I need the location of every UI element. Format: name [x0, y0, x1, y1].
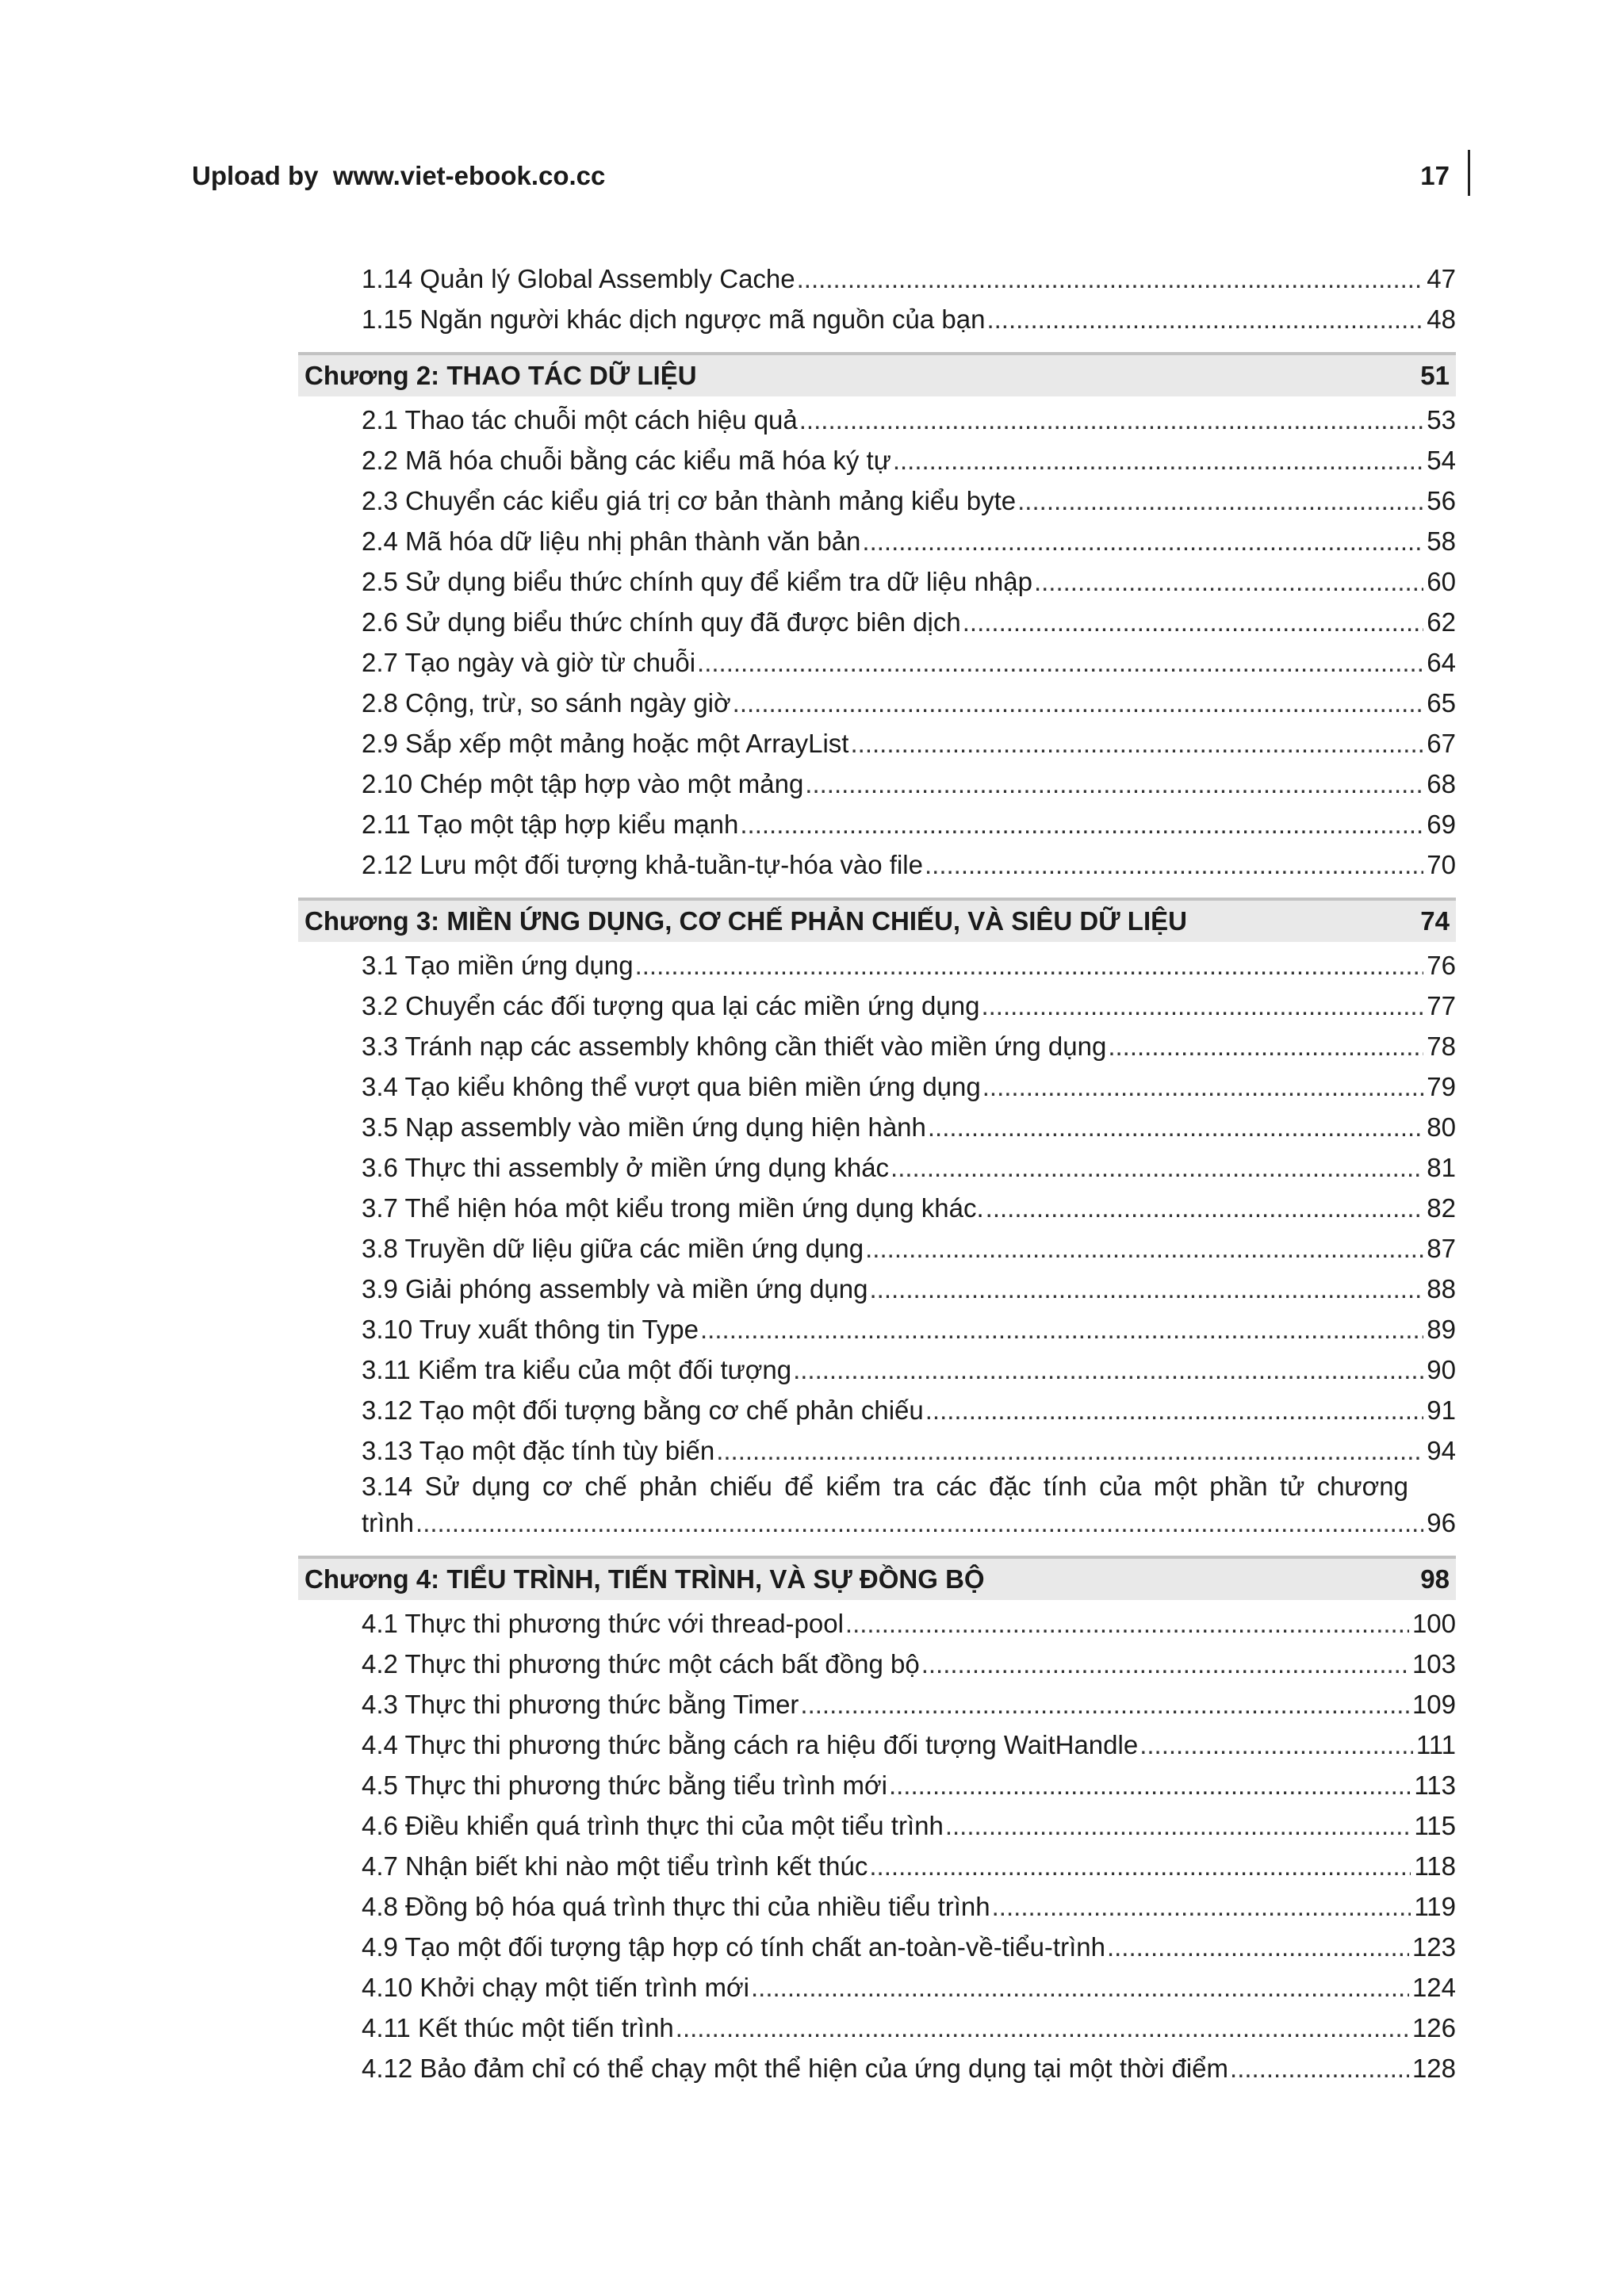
- entry-title: 4.2 Thực thi phương thức một cách bất đồng bộ: [362, 1649, 920, 1679]
- toc-entry[interactable]: [298, 1684, 1456, 1725]
- entry-title: 4.8 Đồng bộ hóa quá trình thực thi của nhiều tiểu trình: [362, 1892, 990, 1921]
- entry-title: 3.13 Tạo một đặc tính tùy biến: [362, 1436, 715, 1465]
- toc-entry[interactable]: [298, 1349, 1456, 1390]
- toc-entry[interactable]: [298, 1886, 1456, 1927]
- entry-page-number: 70: [1427, 850, 1456, 879]
- dot-leader: [945, 1805, 1411, 1846]
- dot-leader: [865, 1228, 1423, 1269]
- toc-entry[interactable]: [298, 258, 1456, 299]
- entry-page-number: 56: [1427, 486, 1456, 515]
- entry-title: 4.3 Thực thi phương thức bằng Timer: [362, 1690, 799, 1719]
- dot-leader: [992, 1886, 1411, 1927]
- dot-leader: [1017, 480, 1423, 521]
- page-header: [192, 159, 1450, 193]
- dot-leader: [921, 1644, 1409, 1684]
- toc-entry[interactable]: [298, 723, 1456, 764]
- entry-page-number: 87: [1427, 1234, 1456, 1263]
- entry-title: 4.12 Bảo đảm chỉ có thể chạy một thể hiện của ứng dụng tại một thời điểm: [362, 2054, 1229, 2083]
- dot-leader: [925, 1390, 1424, 1430]
- toc-entry[interactable]: [298, 1765, 1456, 1805]
- toc-entry[interactable]: [298, 602, 1456, 642]
- chapter-title: Chương 4: TIỂU TRÌNH, TIẾN TRÌNH, VÀ SỰ ĐỒNG BỘ: [304, 1564, 985, 1594]
- dot-leader: [797, 258, 1424, 299]
- dot-leader: [963, 602, 1424, 642]
- entry-page-number: 124: [1411, 1973, 1456, 2002]
- toc-entry[interactable]: [298, 1725, 1456, 1765]
- entry-page-number: 77: [1427, 991, 1456, 1020]
- toc-entry[interactable]: [298, 1066, 1456, 1107]
- entry-title: 2.11 Tạo một tập hợp kiểu mạnh: [362, 810, 739, 839]
- toc-entry[interactable]: [298, 1107, 1456, 1147]
- entry-page-number: 58: [1427, 526, 1456, 556]
- entry-page-number: 67: [1427, 729, 1456, 758]
- dot-leader: [982, 1066, 1424, 1107]
- toc-entry[interactable]: [298, 400, 1456, 440]
- entry-page-number: 80: [1427, 1112, 1456, 1142]
- entry-page-number: 53: [1427, 405, 1456, 434]
- dot-leader: [845, 1603, 1409, 1644]
- dot-leader: [800, 1684, 1409, 1725]
- toc-entry[interactable]: [298, 1805, 1456, 1846]
- entry-title: 3.12 Tạo một đối tượng bằng cơ chế phản chiếu: [362, 1395, 924, 1425]
- entry-page-number: 115: [1414, 1811, 1456, 1840]
- dot-leader: [891, 1147, 1423, 1188]
- entry-page-number: 65: [1427, 688, 1456, 718]
- dot-leader: [869, 1269, 1423, 1309]
- chapter-title: Chương 2: THAO TÁC DỮ LIỆU: [304, 361, 697, 390]
- toc-entry[interactable]: [298, 1269, 1456, 1309]
- toc-chapter-heading[interactable]: [298, 898, 1456, 942]
- entry-title: 2.3 Chuyển các kiểu giá trị cơ bản thành mảng kiểu byte: [362, 486, 1017, 515]
- dot-leader: [889, 1765, 1411, 1805]
- dot-leader: [893, 440, 1423, 480]
- dot-leader: [862, 521, 1423, 561]
- entry-title: 2.8 Cộng, trừ, so sánh ngày giờ: [362, 688, 731, 718]
- dot-leader: [850, 723, 1423, 764]
- toc-entry[interactable]: [298, 1188, 1456, 1228]
- entry-page-number: 91: [1427, 1395, 1456, 1425]
- toc-entry[interactable]: [298, 1471, 1456, 1543]
- entry-title: 4.5 Thực thi phương thức bằng tiểu trình mới: [362, 1770, 887, 1800]
- dot-leader: [1107, 1927, 1409, 1967]
- dot-leader: [793, 1349, 1423, 1390]
- entry-title: 4.10 Khởi chạy một tiến trình mới: [362, 1973, 749, 2002]
- toc-entry[interactable]: [298, 521, 1456, 561]
- dot-leader: [697, 642, 1423, 683]
- toc-entry[interactable]: [298, 1603, 1456, 1644]
- entry-title: 3.11 Kiểm tra kiểu của một đối tượng: [362, 1355, 792, 1384]
- table-of-contents: [298, 258, 1456, 2088]
- entry-page-number: 113: [1414, 1770, 1456, 1800]
- entry-page-number: 103: [1411, 1649, 1456, 1679]
- entry-title: 2.2 Mã hóa chuỗi bằng các kiểu mã hóa ký tự: [362, 446, 891, 475]
- chapter-page-number: 98: [1420, 1564, 1450, 1594]
- entry-title: 2.12 Lưu một đối tượng khả-tuần-tự-hóa vào file: [362, 850, 923, 879]
- entry-title: 3.3 Tránh nạp các assembly không cần thiết vào miền ứng dụng: [362, 1032, 1107, 1061]
- toc-entry[interactable]: [298, 1228, 1456, 1269]
- page-number: 17: [1420, 161, 1450, 190]
- entry-page-number: 76: [1427, 951, 1456, 980]
- toc-entry[interactable]: [298, 804, 1456, 844]
- entry-title: 2.7 Tạo ngày và giờ từ chuỗi: [362, 648, 696, 677]
- toc-entry[interactable]: [298, 1927, 1456, 1967]
- toc-entry[interactable]: [298, 1967, 1456, 2008]
- dot-leader: [799, 400, 1424, 440]
- entry-page-number: 96: [1427, 1508, 1456, 1537]
- entry-page-number: 48: [1427, 304, 1456, 334]
- entry-page-number: 62: [1427, 607, 1456, 637]
- entry-page-number: 90: [1427, 1355, 1456, 1384]
- toc-entry[interactable]: [298, 1026, 1456, 1066]
- dot-leader: [740, 804, 1423, 844]
- entry-page-number: 126: [1411, 2013, 1456, 2042]
- entry-title: 3.2 Chuyển các đối tượng qua lại các miền ứng dụng: [362, 991, 980, 1020]
- entry-page-number: 100: [1411, 1609, 1456, 1638]
- entry-title: 3.4 Tạo kiểu không thể vượt qua biên miền ứng dụng: [362, 1072, 981, 1101]
- entry-page-number: 89: [1427, 1315, 1456, 1344]
- entry-page-number: 64: [1427, 648, 1456, 677]
- dot-leader: [1230, 2048, 1409, 2088]
- entry-title: 2.10 Chép một tập hợp vào một mảng: [362, 769, 804, 798]
- entry-title-continued: trình: [362, 1508, 415, 1537]
- dot-leader: [635, 945, 1424, 986]
- entry-page-number: 128: [1411, 2054, 1456, 2083]
- toc-entry[interactable]: [298, 440, 1456, 480]
- entry-title: 4.1 Thực thi phương thức với thread-pool: [362, 1609, 844, 1638]
- dot-leader: [928, 1107, 1423, 1147]
- entry-title: 2.5 Sử dụng biểu thức chính quy để kiểm tra dữ liệu nhập: [362, 567, 1032, 596]
- chapter-page-number: 51: [1420, 361, 1450, 390]
- entry-page-number: 82: [1427, 1193, 1456, 1223]
- entry-page-number: 81: [1427, 1153, 1456, 1182]
- dot-leader: [751, 1967, 1409, 2008]
- toc-entry[interactable]: [298, 1430, 1456, 1471]
- dot-leader: [869, 1846, 1411, 1886]
- entry-page-number: 47: [1427, 264, 1456, 293]
- upload-credit: Upload by www.viet-ebook.co.cc: [192, 161, 606, 190]
- entry-page-number: 54: [1427, 446, 1456, 475]
- dot-leader: [733, 683, 1424, 723]
- toc-entry[interactable]: [298, 561, 1456, 602]
- entry-page-number: 69: [1427, 810, 1456, 839]
- toc-chapter-heading[interactable]: [298, 1556, 1456, 1600]
- dot-leader: [416, 1503, 1423, 1543]
- toc-entry[interactable]: [298, 1644, 1456, 1684]
- entry-page-number: 109: [1411, 1690, 1456, 1719]
- toc-entry[interactable]: [298, 764, 1456, 804]
- entry-title: 3.9 Giải phóng assembly và miền ứng dụng: [362, 1274, 868, 1303]
- dot-leader: [925, 844, 1423, 885]
- toc-entry[interactable]: [298, 945, 1456, 986]
- entry-page-number: 94: [1427, 1436, 1456, 1465]
- toc-entry[interactable]: [298, 1846, 1456, 1886]
- entry-title: 1.15 Ngăn người khác dịch ngược mã nguồn của bạn: [362, 304, 986, 334]
- entry-title: 3.14 Sử dụng cơ chế phản chiếu để kiểm tra các đặc tính của một phần tử chương: [362, 1472, 1408, 1501]
- header-rule: [1468, 150, 1470, 196]
- entry-page-number: 60: [1427, 567, 1456, 596]
- toc-entry[interactable]: [298, 2008, 1456, 2048]
- dot-leader: [1034, 561, 1423, 602]
- entry-page-number: 123: [1411, 1932, 1456, 1962]
- toc-entry[interactable]: [298, 1147, 1456, 1188]
- entry-title: 3.6 Thực thi assembly ở miền ứng dụng khác: [362, 1153, 890, 1182]
- dot-leader: [805, 764, 1423, 804]
- toc-entry[interactable]: [298, 1309, 1456, 1349]
- toc-entry[interactable]: [298, 683, 1456, 723]
- entry-page-number: 79: [1427, 1072, 1456, 1101]
- toc-chapter-heading[interactable]: [298, 352, 1456, 396]
- entry-title: 2.6 Sử dụng biểu thức chính quy đã được biên dịch: [362, 607, 961, 637]
- dot-leader: [986, 299, 1423, 339]
- entry-title: 4.7 Nhận biết khi nào một tiểu trình kết thúc: [362, 1851, 868, 1881]
- toc-entry[interactable]: [298, 2048, 1456, 2088]
- entry-page-number: 119: [1414, 1892, 1456, 1921]
- entry-title: 3.10 Truy xuất thông tin Type: [362, 1315, 699, 1344]
- entry-title: 3.7 Thể hiện hóa một kiểu trong miền ứng dụng khác.: [362, 1193, 984, 1223]
- dot-leader: [1108, 1026, 1423, 1066]
- entry-title: 4.4 Thực thi phương thức bằng cách ra hiệu đối tượng WaitHandle: [362, 1730, 1139, 1759]
- dot-leader: [700, 1309, 1423, 1349]
- dot-leader: [1139, 1725, 1413, 1765]
- toc-entry[interactable]: [298, 844, 1456, 885]
- entry-title: 4.9 Tạo một đối tượng tập hợp có tính chất an-toàn-về-tiểu-trình: [362, 1932, 1105, 1962]
- entry-title: 1.14 Quản lý Global Assembly Cache: [362, 264, 795, 293]
- entry-page-number: 78: [1427, 1032, 1456, 1061]
- entry-page-number: 111: [1415, 1730, 1456, 1759]
- entry-title: 3.8 Truyền dữ liệu giữa các miền ứng dụng: [362, 1234, 864, 1263]
- entry-page-number: 118: [1414, 1851, 1456, 1881]
- entry-title: 4.6 Điều khiển quá trình thực thi của một tiểu trình: [362, 1811, 944, 1840]
- entry-page-number: 68: [1427, 769, 1456, 798]
- entry-title: 3.1 Tạo miền ứng dụng: [362, 951, 634, 980]
- toc-entry[interactable]: [298, 480, 1456, 521]
- toc-entry[interactable]: [298, 299, 1456, 339]
- dot-leader: [676, 2008, 1409, 2048]
- entry-title: 2.1 Thao tác chuỗi một cách hiệu quả: [362, 405, 798, 434]
- chapter-title: Chương 3: MIỀN ỨNG DỤNG, CƠ CHẾ PHẢN CHIẾU, VÀ SIÊU DỮ LIỆU: [304, 906, 1187, 936]
- chapter-page-number: 74: [1420, 906, 1450, 936]
- entry-title: 2.9 Sắp xếp một mảng hoặc một ArrayList: [362, 729, 849, 758]
- toc-entry[interactable]: [298, 986, 1456, 1026]
- dot-leader: [716, 1430, 1423, 1471]
- entry-title: 3.5 Nạp assembly vào miền ứng dụng hiện hành: [362, 1112, 926, 1142]
- entry-title: 2.4 Mã hóa dữ liệu nhị phân thành văn bản: [362, 526, 861, 556]
- entry-title: 4.11 Kết thúc một tiến trình: [362, 2013, 674, 2042]
- dot-leader: [986, 1188, 1424, 1228]
- dot-leader: [981, 986, 1423, 1026]
- toc-entry[interactable]: [298, 1390, 1456, 1430]
- toc-entry[interactable]: [298, 642, 1456, 683]
- entry-page-number: 88: [1427, 1274, 1456, 1303]
